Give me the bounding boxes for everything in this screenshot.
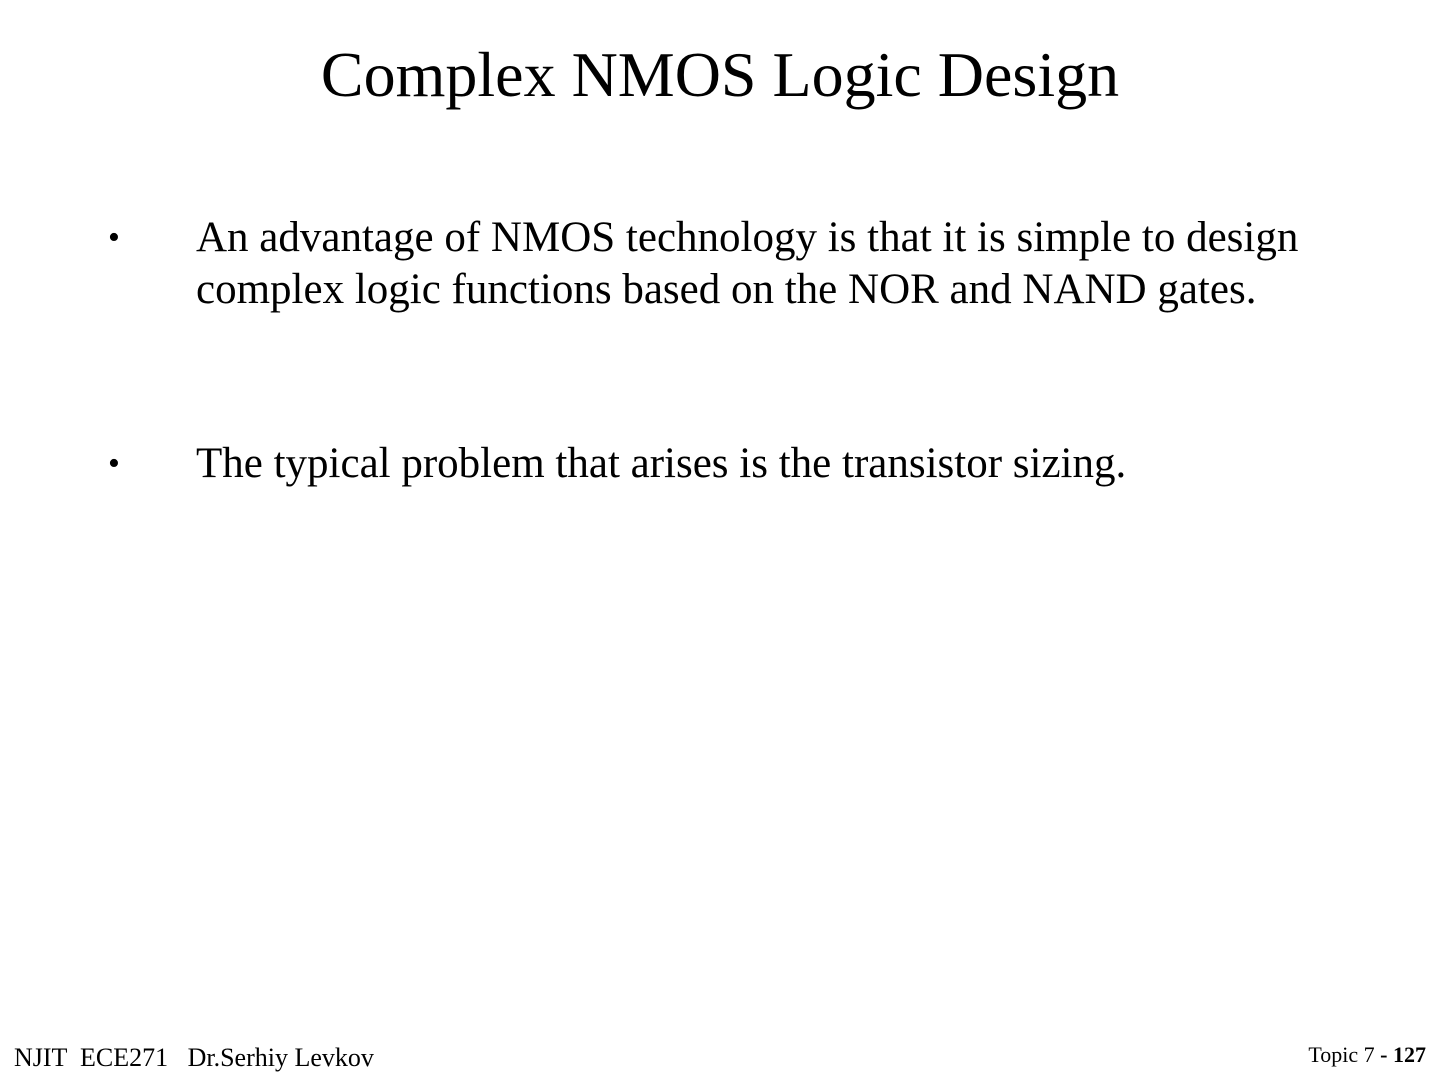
footer-slide-number: 127 [1393,1042,1426,1067]
footer-page-number [1308,1040,1426,1070]
footer-course-info: NJIT ECE271 Dr.Serhiy Levkov [14,1043,374,1072]
footer-topic-label: Topic 7 [1308,1042,1375,1067]
bullet-text: The typical problem that arises is the transistor sizing. [196,440,1127,487]
footer-separator: - [1380,1042,1388,1067]
bullet-text: An advantage of NMOS technology is that it is simple to design complex logic functions based on the NOR and NAND gates. [196,214,1299,313]
bullet-marker: • [108,219,120,256]
slide-title: Complex NMOS Logic Design [320,39,1120,110]
bullet-marker: • [108,445,120,482]
